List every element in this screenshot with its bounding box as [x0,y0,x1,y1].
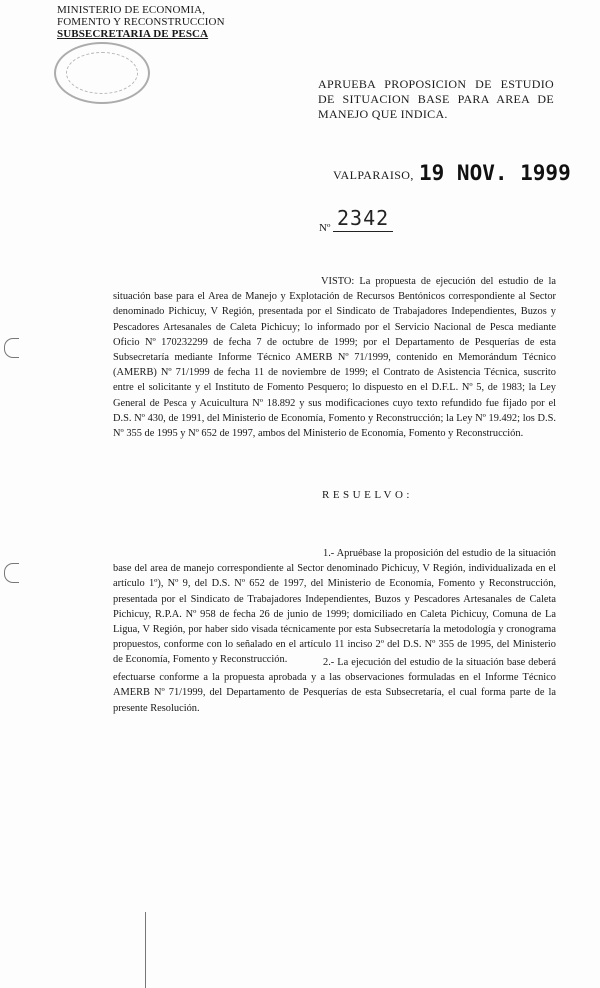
resuelvo-heading: RESUELVO: [322,489,413,501]
resolution-title: APRUEBA PROPOSICION DE ESTUDIO DE SITUACION BASE PARA AREA DE MANEJO QUE INDICA. [318,77,554,121]
number-label: Nº [319,222,331,234]
ministry-header [57,4,225,40]
resuelvo-item-1 [113,546,556,668]
subsecretaria-line: SUBSECRETARIA DE PESCA [57,28,209,40]
punch-hole-mark [4,563,19,583]
place-label: VALPARAISO, [333,168,414,182]
resuelvo-item-2 [113,655,556,716]
ministry-line-2: FOMENTO Y RECONSTRUCCION [57,16,225,28]
date-stamp: 19 NOV. 1999 [419,161,571,185]
visto-text: La propuesta de ejecución del estudio de la situación base para el Area de Manejo y Explotación de Recursos Bentónicos correspondiente al Sector denominado Pichicuy, V Región, presentada por el Sindicato de Trabajadores Independientes, Buzos y Pescadores Artesanales de Caleta Pichicuy; lo informado por el Servicio Nacional de Pesca mediante Oficio Nº 170232299 de fecha 7 de octubre de 1999; por el Departamento de Pesquerías de esta Subsecretaría mediante Informe Técnico AMERB Nº 71/1999, contenido en Memorándum Técnico (AMERB) Nº 71/1999 de fecha 11 de noviembre de 1999; el Contrato de Asistencia Técnica, suscrito entre el solicitante y el Instituto de Fomento Pesquero; lo dispuesto en el D.F.L. Nº 5, de 1983; la Ley General de Pesca y Acuicultura Nº 18.892 y sus modificaciones cuyo texto refundido fue fijado por el D.S. Nº 430, de 1991, del Ministerio de Economía, Fomento y Reconstrucción; la Ley Nº 19.492; los D.S. Nº 355 de 1995 y Nº 652 de 1997, ambos del Ministerio de Economía, Fomento y Reconstrucción. [113,276,556,440]
scan-edge-line [145,912,146,988]
ministry-line-1: MINISTERIO DE ECONOMIA, [57,4,206,16]
visto-lead: VISTO: [321,276,355,287]
visto-paragraph [113,274,556,441]
resuelvo-item-2-text: 2.- La ejecución del estudio de la situación base deberá efectuarse conforme a la propuesta aprobada y a las observaciones formuladas en el Informe Técnico AMERB Nº 71/1999, del Departamento de Pesquerías de esta Subsecretaría, el cual forma parte de la presente Resolución. [113,657,556,714]
punch-hole-mark [4,338,19,358]
resolution-number: 2342 [333,206,393,232]
official-seal-stamp [54,42,150,104]
resuelvo-item-1-text: 1.- Apruébase la proposición del estudio de la situación base del area de manejo correspondiente al Sector denominado Pichicuy, V Región, individualizada en el artículo 1º), Nº 9, del D.S. Nº 652 de 1997, del Ministerio de Economía, Fomento y Reconstrucción, presentada por el Sindicato de Trabajadores Independientes, Buzos y Pescadores Artesanales de Caleta Pichicuy, R.P.A. Nº 958 de fecha 26 de junio de 1999; domiciliado en Caleta Pichicuy, Comuna de La Ligua, V Región, por haber sido visada técnicamente por esta Subsecretaría la metodología y cronograma propuestos, conforme con lo señalado en el artículo 11 inciso 2º del D.S. Nº 355 de 1995, del Ministerio de Economía, Fomento y Reconstrucción. [113,548,556,666]
